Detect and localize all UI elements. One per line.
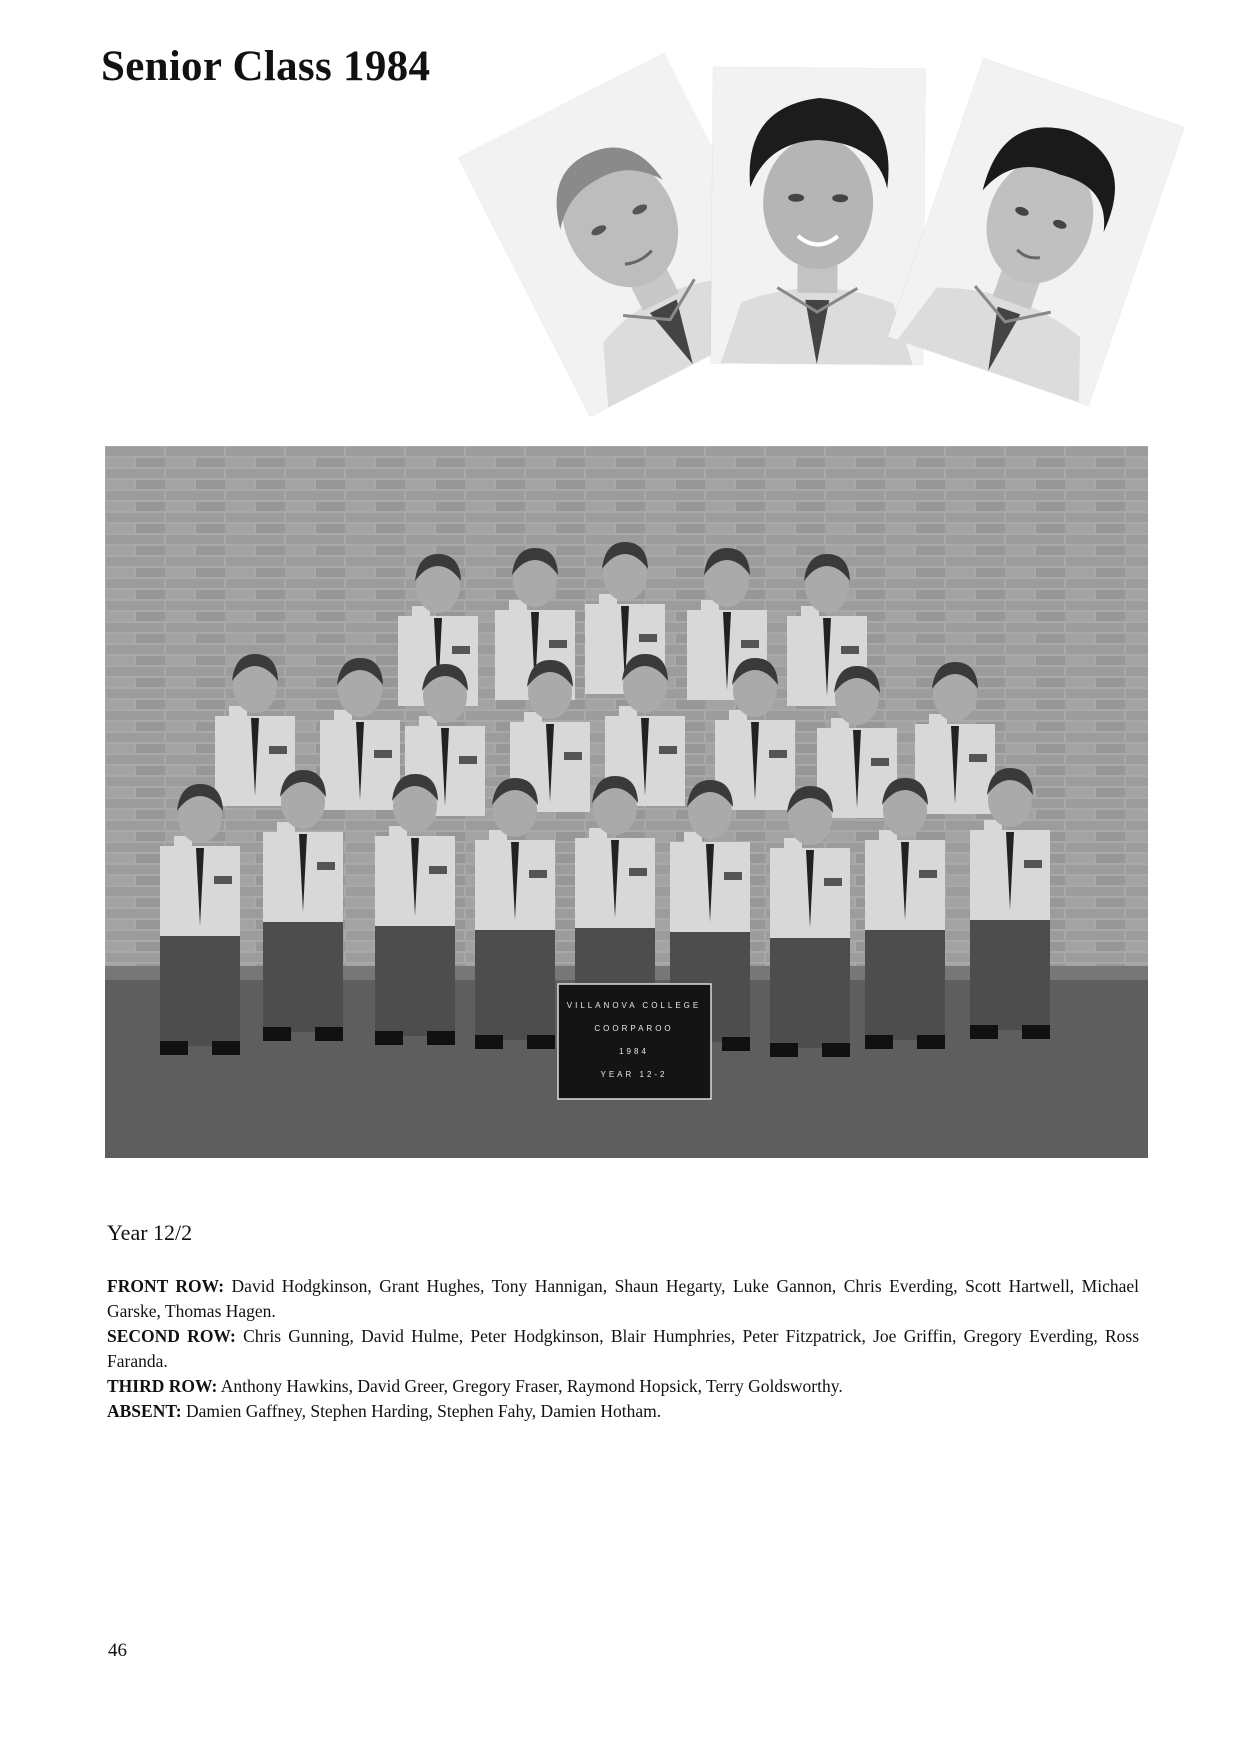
row-names: Chris Gunning, David Hulme, Peter Hodgkinson, Blair Humphries, Peter Fitzpatrick, Joe Griffin, Gregory Everding, Ross Faranda. (107, 1326, 1140, 1371)
sign-line-2: COORPAROO (594, 1024, 674, 1033)
page-title: Senior Class 1984 (101, 43, 431, 90)
page-number: 46 (108, 1640, 127, 1661)
row-label: SECOND ROW: (107, 1326, 236, 1346)
row-names: Anthony Hawkins, David Greer, Gregory Fraser, Raymond Hopsick, Terry Goldsworthy. (220, 1376, 843, 1396)
absent-names (107, 1399, 1139, 1424)
third-row-names (107, 1374, 1139, 1399)
sign-line-1: VILLANOVA COLLEGE (566, 1001, 702, 1010)
front-row-names (107, 1274, 1139, 1324)
row-names: David Hodgkinson, Grant Hughes, Tony Hannigan, Shaun Hegarty, Luke Gannon, Chris Everding, Scott Hartwell, Michael Garske, Thomas Hagen. (107, 1276, 1140, 1321)
sign-line-3: 1984 (619, 1047, 649, 1056)
class-group-photo (105, 446, 1148, 1158)
row-label: THIRD ROW: (107, 1376, 218, 1396)
sign-line-4: YEAR 12-2 (600, 1070, 668, 1079)
row-label: FRONT ROW: (107, 1276, 225, 1296)
portrait-photo (888, 58, 1184, 405)
row-names: Damien Gaffney, Stephen Harding, Stephen Fahy, Damien Hotham. (185, 1401, 662, 1421)
class-roster (107, 1274, 1139, 1424)
class-name-board (558, 984, 711, 1099)
row-label: ABSENT: (107, 1401, 182, 1421)
second-row-names (107, 1324, 1139, 1374)
caption-heading: Year 12/2 (107, 1220, 193, 1245)
